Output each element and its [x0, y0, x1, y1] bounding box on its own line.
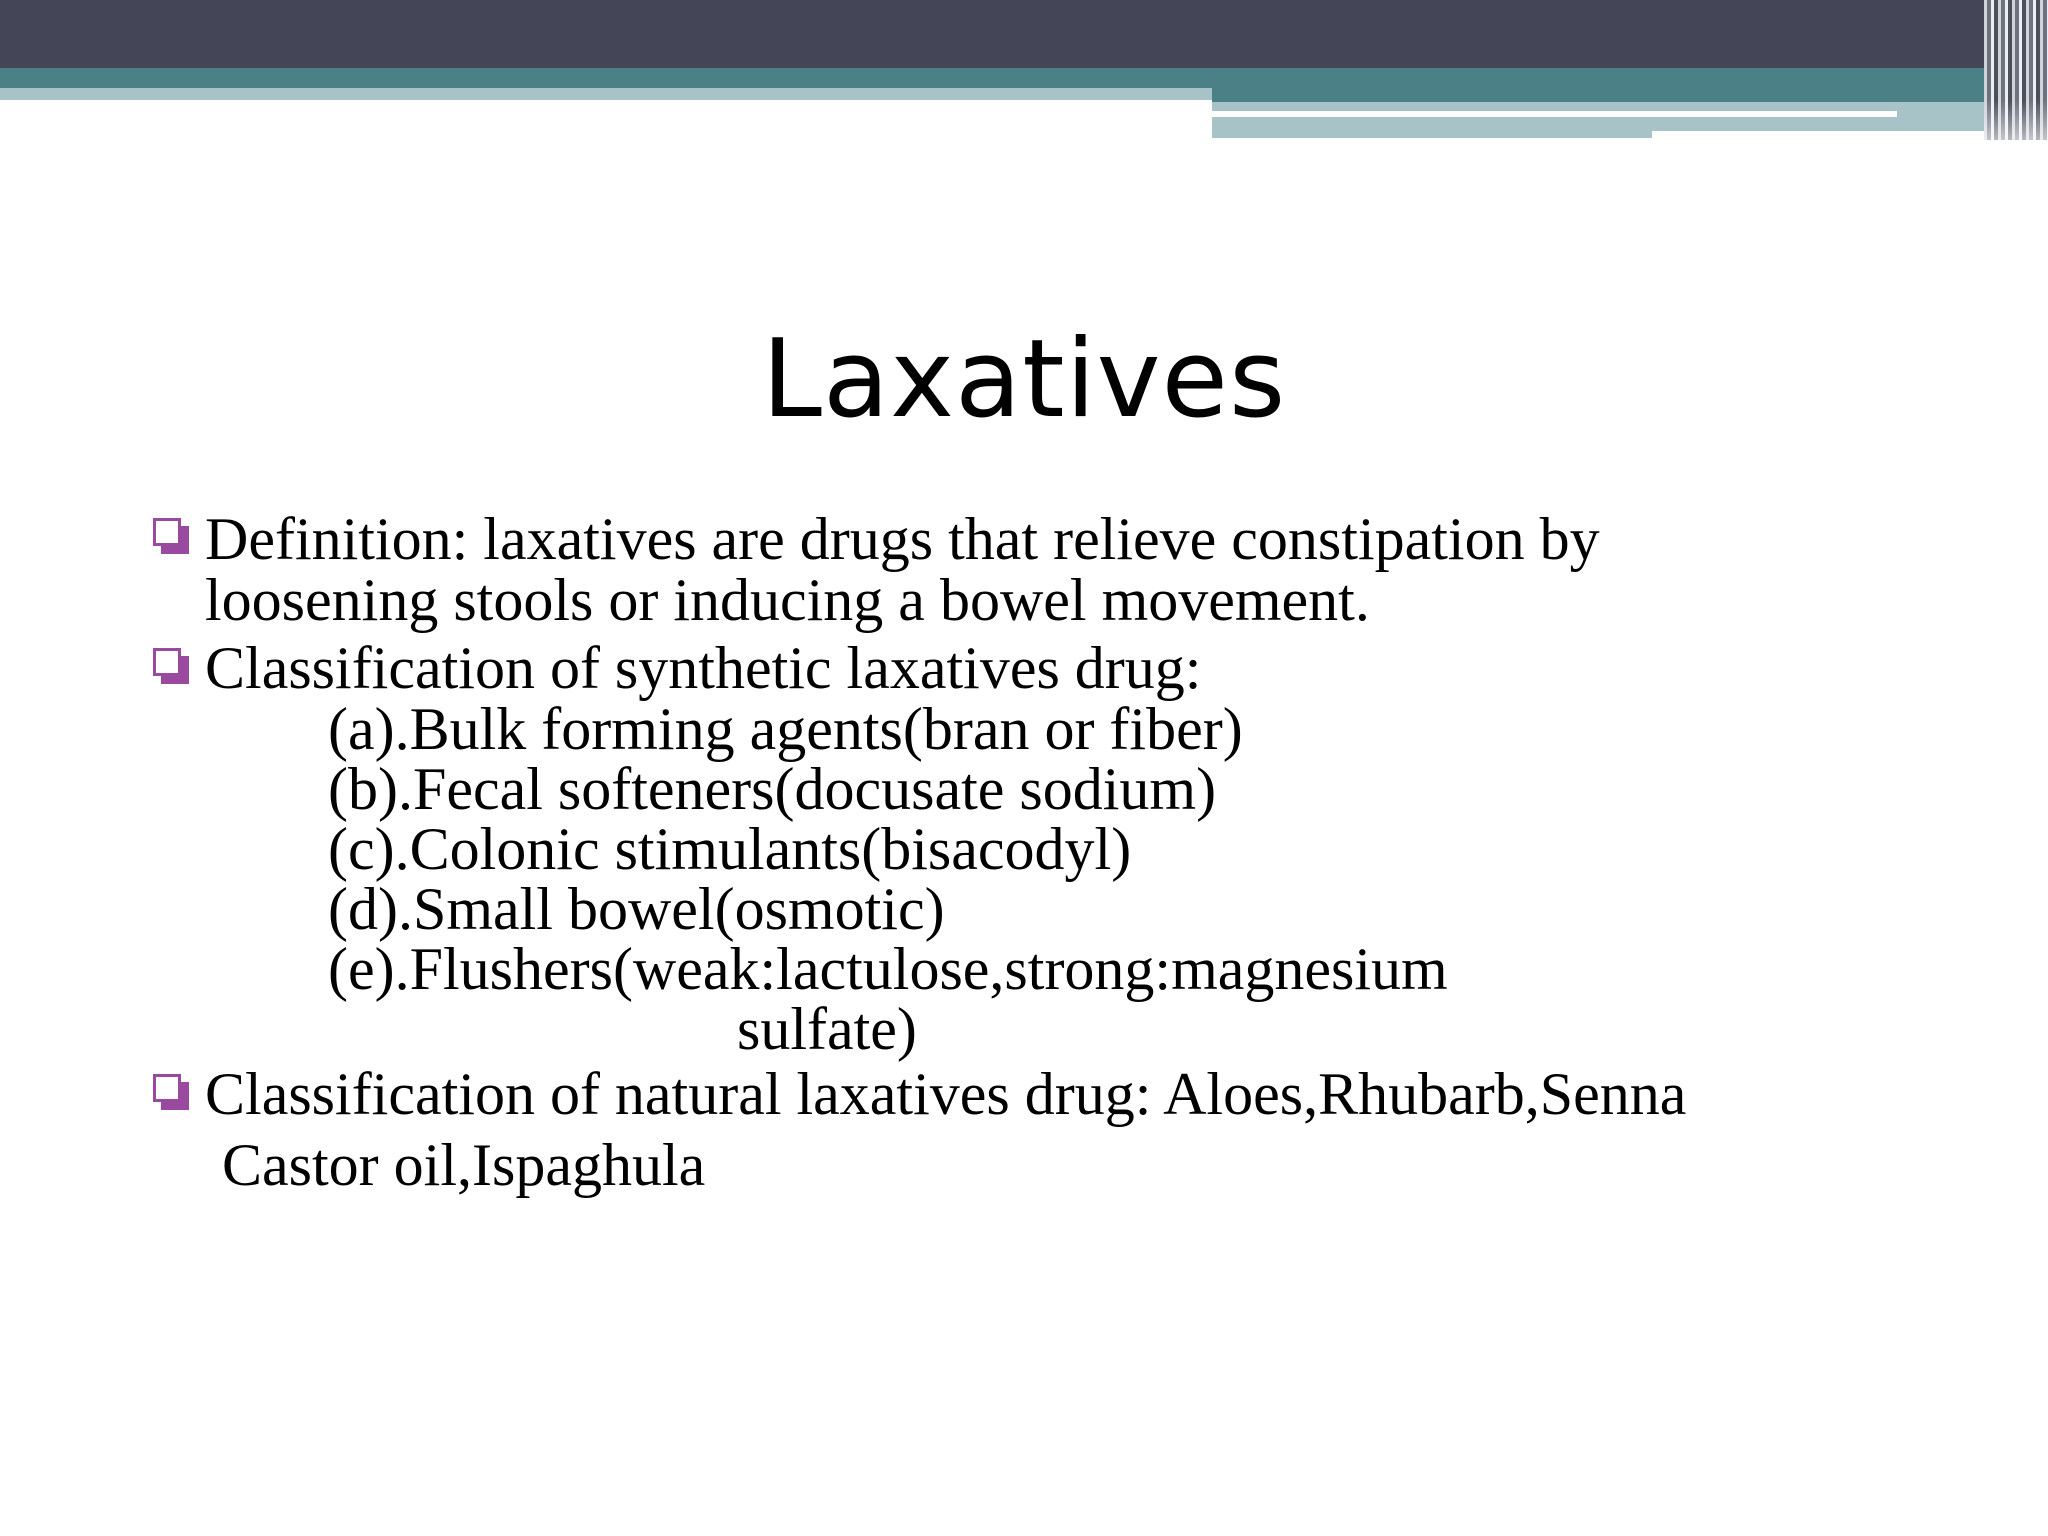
synthetic-item-e: (e).Flushers(weak:lactulose,strong:magnesium — [328, 936, 1448, 1002]
definition-line-1: Definition: laxatives are drugs that relieve constipation by — [205, 506, 1600, 572]
slide-title: Laxatives — [761, 317, 1287, 442]
definition-line-2: loosening stools or inducing a bowel movement. — [205, 567, 1370, 633]
synthetic-heading: Classification of synthetic laxatives drug: — [205, 635, 1202, 701]
natural-line-1: Classification of natural laxatives drug: Aloes,Rhubarb,Senna — [205, 1061, 1687, 1127]
synthetic-item-a: (a).Bulk forming agents(bran or fiber) — [328, 696, 1243, 762]
synthetic-item-e-continuation: sulfate) — [737, 996, 917, 1062]
purple-square-bullet-icon — [153, 518, 186, 551]
purple-square-bullet-icon — [153, 648, 186, 681]
natural-line-2: Castor oil,Ispaghula — [222, 1132, 706, 1198]
purple-square-bullet-icon — [153, 1074, 186, 1107]
synthetic-item-b: (b).Fecal softeners(docusate sodium) — [328, 756, 1217, 822]
synthetic-item-c: (c).Colonic stimulants(bisacodyl) — [328, 816, 1132, 882]
synthetic-item-d: (d).Small bowel(osmotic) — [328, 876, 945, 942]
